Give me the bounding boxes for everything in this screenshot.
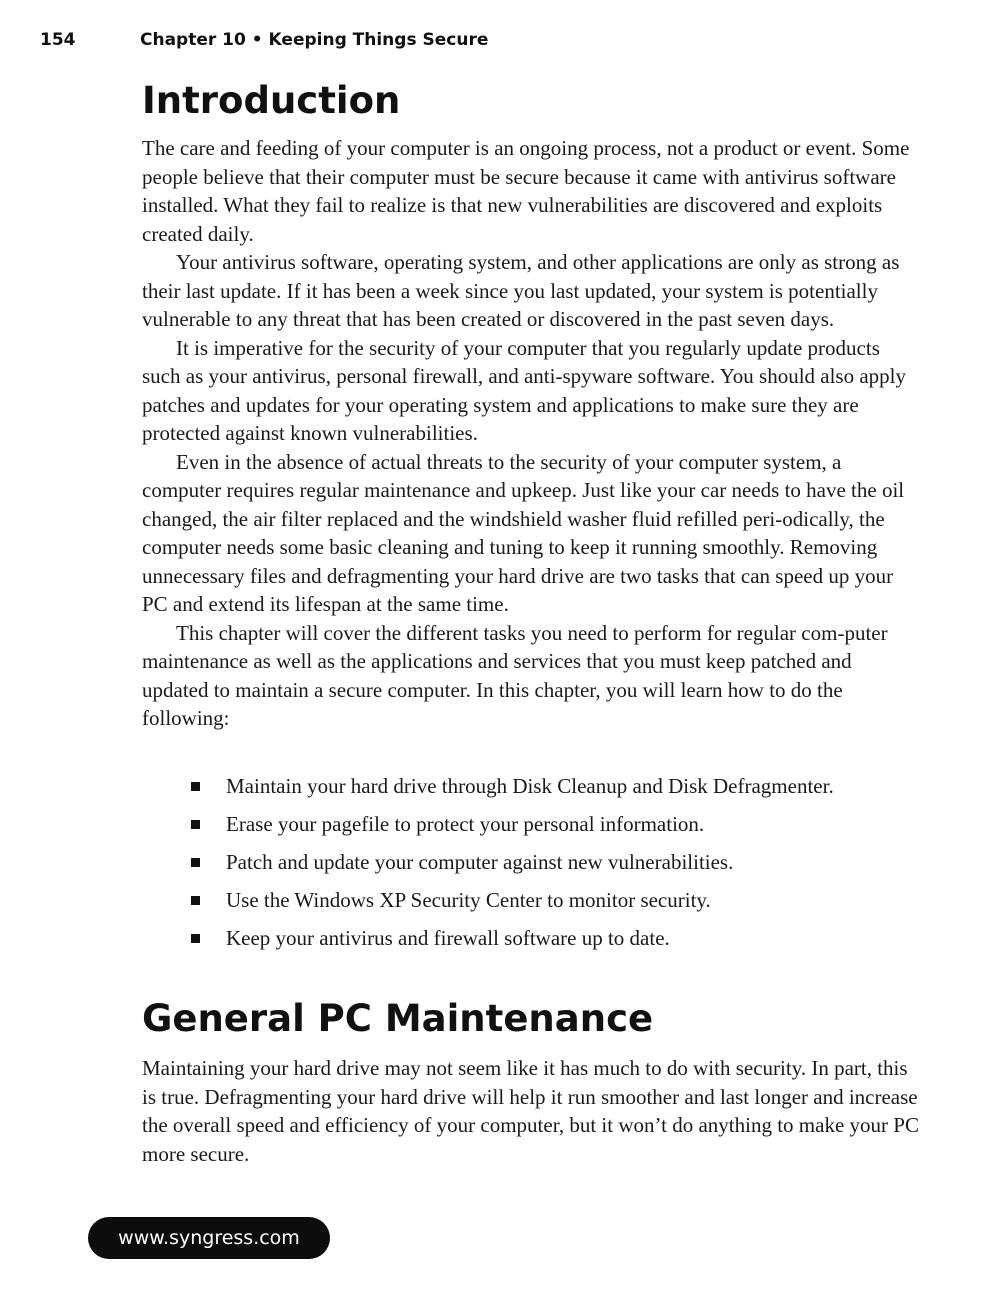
- list-item: [188, 772, 928, 801]
- square-bullet-icon: [191, 820, 200, 829]
- paragraph: Even in the absence of actual threats to the security of your computer system, a computer requires regular maintenance and upkeep. Just like your car needs to have the oil changed, the air filter replaced and the windshield washer fluid refilled peri-odically, the computer needs some basic cleaning and tuning to keep it running smoothly. Removing unnecessary files and defragmenting your hard drive are two tasks that can speed up your PC and extend its lifespan at the same time.: [142, 449, 905, 616]
- square-bullet-icon: [191, 934, 200, 943]
- paragraph: It is imperative for the security of your computer that you regularly update products such as your antivirus, personal firewall, and anti-spyware software. You should also apply patches and updates for your operating system and applications to make sure they are protected against known vulnerabilities.: [142, 335, 907, 445]
- list-item: [188, 848, 928, 877]
- general-maintenance-body: [142, 1054, 922, 1168]
- square-bullet-icon: [191, 782, 200, 791]
- running-title: Chapter 10 • Keeping Things Secure: [140, 30, 489, 50]
- introduction-body: [142, 134, 922, 733]
- list-item-text: Use the Windows XP Security Center to monitor security.: [226, 888, 711, 912]
- paragraph: This chapter will cover the different tasks you need to perform for regular com-puter maintenance as well as the applications and services that you must keep patched and updated to maintain a secure computer. In this chapter, you will learn how to do the following:: [142, 620, 888, 730]
- list-item: [188, 924, 928, 953]
- list-item-text: Erase your pagefile to protect your personal information.: [226, 812, 705, 836]
- list-item-text: Maintain your hard drive through Disk Cleanup and Disk Defragmenter.: [226, 774, 834, 798]
- list-item: [188, 886, 928, 915]
- paragraph: Your antivirus software, operating system, and other applications are only as strong as their last update. If it has been a week since you last updated, your system is potentially vulnerable to any threat that has been created or discovered in the past seven days.: [142, 250, 900, 331]
- section-heading-introduction: Introduction: [142, 79, 401, 122]
- bullet-list: [188, 772, 928, 962]
- list-item-text: Keep your antivirus and firewall software up to date.: [226, 926, 670, 950]
- running-head: [40, 30, 488, 50]
- publisher-url-badge: www.syngress.com: [88, 1217, 330, 1259]
- page-number: 154: [40, 30, 76, 50]
- square-bullet-icon: [191, 896, 200, 905]
- section-heading-general-pc-maintenance: General PC Maintenance: [142, 997, 654, 1040]
- list-item: [188, 810, 928, 839]
- paragraph: The care and feeding of your computer is an ongoing process, not a product or event. Some people believe that their computer must be secure because it came with antivirus software installed. What they fail to realize is that new vulnerabilities are discovered and exploits created daily.: [142, 136, 910, 246]
- list-item-text: Patch and update your computer against new vulnerabilities.: [226, 850, 734, 874]
- square-bullet-icon: [191, 858, 200, 867]
- paragraph: Maintaining your hard drive may not seem like it has much to do with security. In part, this is true. Defragmenting your hard drive will help it run smoother and last longer and increase the overall speed and efficiency of your computer, but it won’t do anything to make your PC more secure.: [142, 1056, 919, 1166]
